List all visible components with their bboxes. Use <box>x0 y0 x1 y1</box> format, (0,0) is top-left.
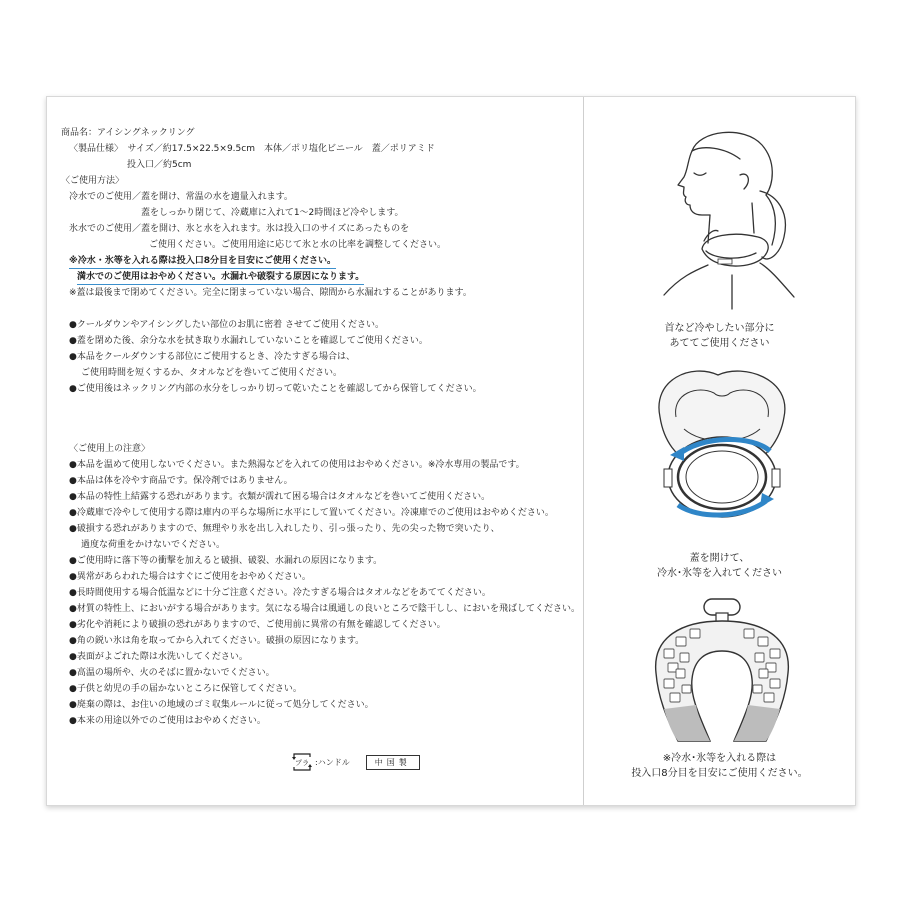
caption-fill-2: 投入口8分目を目安にご使用ください。 <box>631 768 808 779</box>
usage-ice-water-2: ご使用ください。ご使用用途に応じて氷と水の比率を調整してください。 <box>149 240 447 250</box>
caution-item: ●角の鋭い氷は角を取ってから入れてください。破損の原因になります。 <box>69 636 365 646</box>
usage-cold-water-1: 冷水でのご使用／蓋を開け、常温の水を適量入れます。 <box>69 192 293 202</box>
caution-item: ●破損する恐れがありますので、無理やり氷を出し入れしたり、引っ張ったり、先の尖った物で突いたり、 <box>69 524 500 534</box>
recycle-label: :ハンドル <box>315 757 350 767</box>
caption-fill-1: ※冷水･氷等を入れる際は <box>662 753 777 764</box>
caution-item: ●材質の特性上、においがする場合があります。気になる場合は風通しの良いところで陰干しし、においを飛ばしてください。 <box>69 604 581 614</box>
usage-note-full: 満水でのご使用はおやめください。水漏れや破裂する原因になります。 <box>77 270 364 285</box>
howto-item: ●本品をクールダウンする部位にご使用するとき、冷たすぎる場合は、 <box>69 352 355 362</box>
right-panel <box>584 97 855 805</box>
caution-item: ●ご使用時に落下等の衝撃を加えると破損、破裂、水漏れの原因になります。 <box>69 556 383 566</box>
caution-item: ●廃棄の際は、お住いの地域のゴミ収集ルールに従って処分してください。 <box>69 700 374 710</box>
howto-item: ●ご使用後はネックリング内部の水分をしっかり切って乾いたことを確認してから保管してください。 <box>69 384 482 394</box>
recycle-mark-text: プラ <box>295 759 309 767</box>
usage-note-lid: ※蓋は最後まで閉めてください。完全に閉まっていない場合、隙間から水漏れすることがあります。 <box>69 288 472 298</box>
caption-lid-2: 冷水･氷等を入れてください <box>657 568 782 579</box>
usage-ice-water-1: 氷水でのご使用／蓋を開け、氷と水を入れます。氷は投入口のサイズにあったものを <box>69 224 410 234</box>
howto-item: ご使用時間を短くするか、タオルなどを巻いてご使用ください。 <box>81 368 343 378</box>
caption-lid-1: 蓋を開けて、 <box>689 553 750 564</box>
product-spec: 〈製品仕様〉 サイズ／約17.5×22.5×9.5cm 本体／ポリ塩化ビニール 蓋／ポリアミド <box>69 144 435 154</box>
caution-item: ●本品を温めて使用しないでください。また熱湯などを入れての使用はおやめください。※冷水専用の製品です。 <box>69 460 525 470</box>
open-lid-illustration <box>642 359 802 541</box>
caution-item: ●本来の用途以外でのご使用はおやめください。 <box>69 716 266 726</box>
product-spec-inlet: 投入口／約5cm <box>127 160 192 170</box>
howto-item: ●蓋を閉めた後、余分な水を拭き取り水漏れしていないことを確認してご使用ください。 <box>69 336 428 346</box>
caption-neck-2: あててご使用ください <box>669 338 770 349</box>
caution-item: ●劣化や消耗により破損の恐れがありますので、ご使用前に異常の有無を確認してください。 <box>69 620 446 630</box>
caption-neck-1: 首など冷やしたい部分に <box>664 323 775 334</box>
caution-item: ●子供と幼児の手の届かないところに保管してください。 <box>69 684 302 694</box>
left-panel <box>61 125 581 729</box>
usage-note-fill: ※冷水・氷等を入れる際は投入口8分目を目安にご使用ください。 <box>69 254 336 269</box>
cautions-heading: 〈ご使用上の注意〉 <box>69 444 151 454</box>
caution-item: ●本品の特性上結露する恐れがあります。衣類が濡れて困る場合はタオルなどを巻いてご使用ください。 <box>69 492 491 502</box>
usage-cold-water-2: 蓋をしっかり閉じて、冷蔵庫に入れて1〜2時間ほど冷やします。 <box>141 208 404 218</box>
caution-item: ●異常があらわれた場合はすぐにご使用をおやめください。 <box>69 572 311 582</box>
made-in-label: 中国製 <box>366 755 420 770</box>
footer <box>291 753 420 771</box>
howto-item: ●クールダウンやアイシングしたい部位のお肌に密着 させてご使用ください。 <box>69 320 384 330</box>
caution-item: ●長時間使用する場合低温などに十分ご注意ください。冷たすぎる場合はタオルなどをあててください。 <box>69 588 491 598</box>
caution-item: 過度な荷重をかけないでください。 <box>81 540 226 550</box>
caution-item: ●冷蔵庫で冷やして使用する際は庫内の平らな場所に水平にして置いてください。冷凍庫でのご使用はおやめください。 <box>69 508 554 518</box>
caution-item: ●高温の場所や、火のそばに置かないでください。 <box>69 668 275 678</box>
ring-with-ice-illustration <box>642 597 802 747</box>
caution-item: ●本品は体を冷やす商品です。保冷剤ではありません。 <box>69 476 293 486</box>
plastic-recycle-icon <box>291 753 313 771</box>
product-name: 商品名：アイシングネックリング <box>61 128 195 138</box>
instruction-sheet <box>46 96 856 806</box>
woman-wearing-neck-ring-illustration <box>644 125 804 310</box>
usage-heading: 〈ご使用方法〉 <box>61 176 125 186</box>
caution-item: ●表面がよごれた際は水洗いしてください。 <box>69 652 248 662</box>
